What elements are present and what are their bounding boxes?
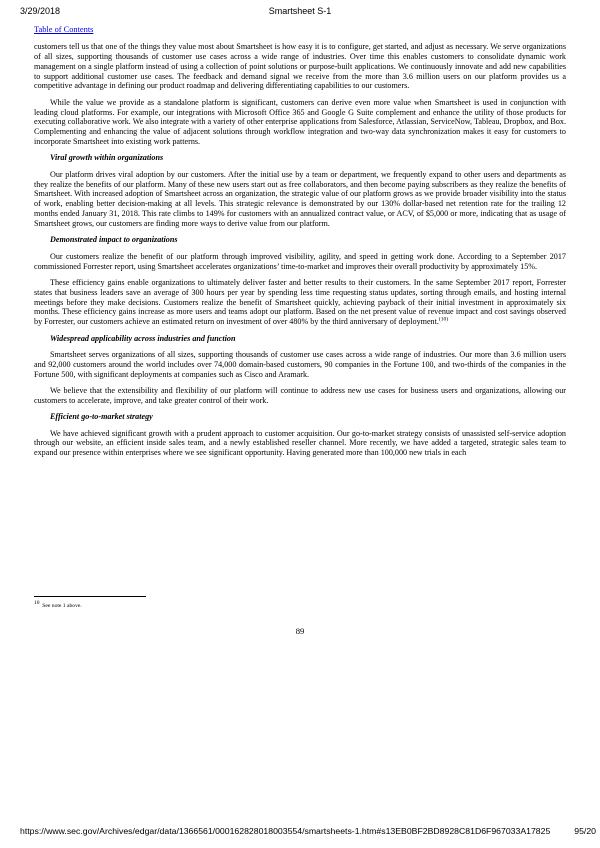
footnote-reference: (10) (438, 316, 449, 323)
paragraph-efficiency-gains (34, 278, 566, 327)
print-date: 3/29/2018 (20, 6, 61, 16)
table-of-contents-link[interactable]: Table of Contents (34, 25, 94, 34)
paragraph-forrester-report: Our customers realize the benefit of our platform through improved visibility, agility, and speed in getting work done. According to a September 2017 commissioned Forrester report, using Smartsheet accelerates organizations’ time-to-market and improves their overall productivity by approximately 15%. (34, 251, 566, 271)
footnote-text: See note 1 above. (42, 603, 82, 609)
heading-demonstrated-impact: Demonstrated impact to organizations (50, 235, 178, 245)
heading-widespread-applicability: Widespread applicability across industries and function (50, 333, 236, 343)
paragraph-customer-acquisition: We have achieved significant growth with a prudent approach to customer acquisition. Our go-to-market strategy consists of unassisted self-service adoption through our website, an efficient inside sales team, and a newly established reseller channel. More recently, we have added a targeted, strategic sales team to expand our presence within enterprises where we see significant opportunity. Having generated more than 100,000 new trials in each (34, 428, 566, 458)
efficiency-gains-text: These efficiency gains enable organizations to ultimately deliver faster and better results to their customers. In the same September 2017 report, Forrester states that business leaders save an average of 300 hours per year by spending less time requesting status updates, sorting through emails, and hosting internal meetings before they make decisions. Customers realize the benefit of Smartsheet quickly, achieving payback of their initial investment in approximately six months. These efficiency gains increase as more users and teams adopt our platform. Based on the net present value of revenue impact and cost savings observed by Forrester, our customers achieve an estimated return on investment of over 480% by the third anniversary of deployment. (34, 277, 566, 327)
source-url: https://www.sec.gov/Archives/edgar/data/1366561/000162828018003554/smartsheets-1.htm#s13EB0BF2BD8928C81D6F967033A17825 (20, 826, 551, 836)
heading-go-to-market: Efficient go-to-market strategy (50, 412, 153, 422)
footnote-divider (34, 596, 146, 597)
footnote-marker: 10 (34, 600, 40, 607)
document-title: Smartsheet S-1 (268, 6, 332, 16)
print-page-count: 95/20 (574, 826, 596, 836)
paragraph-customer-value: customers tell us that one of the things they value most about Smartsheet is how easy it is to configure, get started, and adjust as necessary. We serve organizations of all sizes, supporting thousands of customer use cases across a wide range of industries. Over time this enables customers to consolidate dynamic work management on a single platform instead of using a collection of point solutions or purpose-built applications. We continuously innovate and add new capabilities to support additional customer use cases. The feedback and demand signal we receive from the more than 3.6 million users on our platform provides us a competitive advantage in defining our product roadmap and delivering differentiating capabilities to our customers. (34, 42, 566, 91)
paragraph-viral-adoption: Our platform drives viral adoption by our customers. After the initial use by a team or department, we frequently expand to other users and departments as they realize the benefits of our platform. Many of these new users start out as free collaborators, and then become paying subscribers as they realize the benefits of Smartsheet. With increased adoption of Smartsheet across an organization, the strategic value of our platform grows as we provide broader visibility into the status of work, enabling better decision-making at all levels. This strategic relevance is demonstrated by our 130% dollar-based net retention rate for the trailing 12 months ended January 31, 2018. This rate climbs to 149% for customers with an annualized contract value, or ACV, of $5,000 or more, indicating that as usage of Smartsheet grows, our customers are finding more ways to derive value from our platform. (34, 169, 566, 228)
paragraph-integrations: While the value we provide as a standalone platform is significant, customers can derive even more value when Smartsheet is used in conjunction with leading cloud platforms. For example, our integrations with Microsoft Office 365 and Google G Suite complement and enhance the utility of those products for executing collaborative work. We also integrate with a variety of other enterprise applications from Salesforce, Atlassian, ServiceNow, Tableau, Dropbox, and Box. Complementing and enhancing the value of adjacent solutions through workflow integration and two-way data synchronization makes it easy for customers to incorporate Smartsheet into existing work patterns. (34, 97, 566, 147)
footnote (34, 600, 82, 609)
document-body (34, 42, 566, 465)
page-number: 89 (295, 626, 305, 636)
paragraph-organizations-served: Smartsheet serves organizations of all sizes, supporting thousands of customer use cases across a wide range of industries. Our more than 3.6 million users and 92,000 customers around the world includes over 74,000 domain-based customers, 90 companies in the Fortune 100, and two-thirds of the companies in the Fortune 500, with significant deployments at companies such as Cisco and Aramark. (34, 349, 566, 379)
paragraph-extensibility: We believe that the extensibility and flexibility of our platform will continue to address new use cases for business users and organizations, allowing our customers to accelerate, improve, and take greater control of their work. (34, 385, 566, 405)
heading-viral-growth: Viral growth within organizations (50, 153, 164, 163)
